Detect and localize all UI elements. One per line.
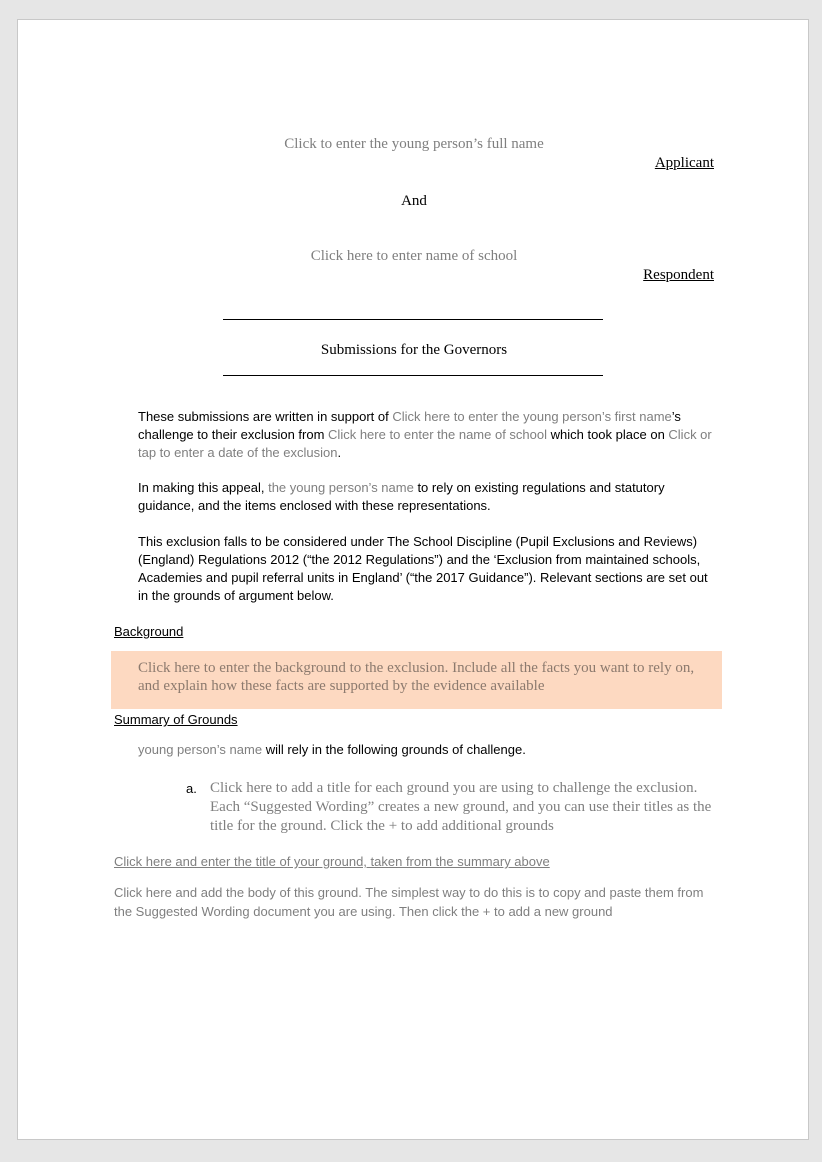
school-name-field[interactable]: Click here to enter name of school [310,248,518,264]
applicant-label: Applicant [654,155,714,171]
exclusion-date-field[interactable]: Click or tap to enter a date of the exclusion [138,427,712,460]
young-person-name-field[interactable]: the young person’s name [268,480,414,495]
summary-text: will rely in the following grounds of challenge. [262,742,526,757]
intro-text: to rely on existing regulations and statutory guidance, and the items enclosed with these representations. [138,480,665,513]
title-bottom-rule [223,375,603,376]
title-top-rule [223,319,603,320]
document-page [17,19,809,1140]
intro-text: ’s challenge to their exclusion from [138,409,681,442]
background-field[interactable]: Click here to enter the background to the exclusion. Include all the facts you want to rely on, and explain how these facts are supported by the evidence available [138,660,695,694]
intro-text: . [337,445,342,460]
summary-heading: Summary of Grounds [114,712,238,727]
intro-paragraph-1 [138,408,718,462]
ground-title-list-field[interactable]: Click here to add a title for each ground you are using to challenge the exclusion. Each “Suggested Wording” creates a new ground, and you can use their titles as the title for the ground. Click the + to add additional grounds [210,780,712,834]
intro-text: which took place on [547,427,669,442]
ground-body-field[interactable]: Click here and add the body of this ground. The simplest way to do this is to copy and paste them from the Suggested Wording document you are using. Then click the + to add a new ground [114,885,704,919]
intro-paragraph-2 [138,479,718,515]
ground-title-field[interactable]: Click here and enter the title of your ground, taken from the summary above [114,854,550,869]
intro-paragraph-3: This exclusion falls to be considered under The School Discipline (Pupil Exclusions and Reviews) (England) Regulations 2012 (“the 2012 Regulations”) and the ‘Exclusion from maintained schools, Academies and pupil referral units in England’ (“the 2017 Guidance”). Relevant sections are set out in the grounds of argument below. [138,534,708,603]
summary-name-field[interactable]: young person’s name [138,742,263,757]
intro-text: In making this appeal, [138,480,269,495]
respondent-label: Respondent [643,267,714,283]
applicant-name-field[interactable]: Click to enter the young person’s full name [284,136,544,152]
background-heading: Background [114,624,184,639]
summary-intro [138,741,718,759]
and-label: And [401,193,427,209]
background-highlight[interactable] [111,651,722,709]
list-marker: a. [186,781,197,796]
first-name-field[interactable]: Click here to enter the young person’s first name [392,409,672,424]
document-title: Submissions for the Governors [320,342,508,358]
intro-text: These submissions are written in support of [138,409,393,424]
school-name-inline-field[interactable]: Click here to enter the name of school [328,427,547,442]
